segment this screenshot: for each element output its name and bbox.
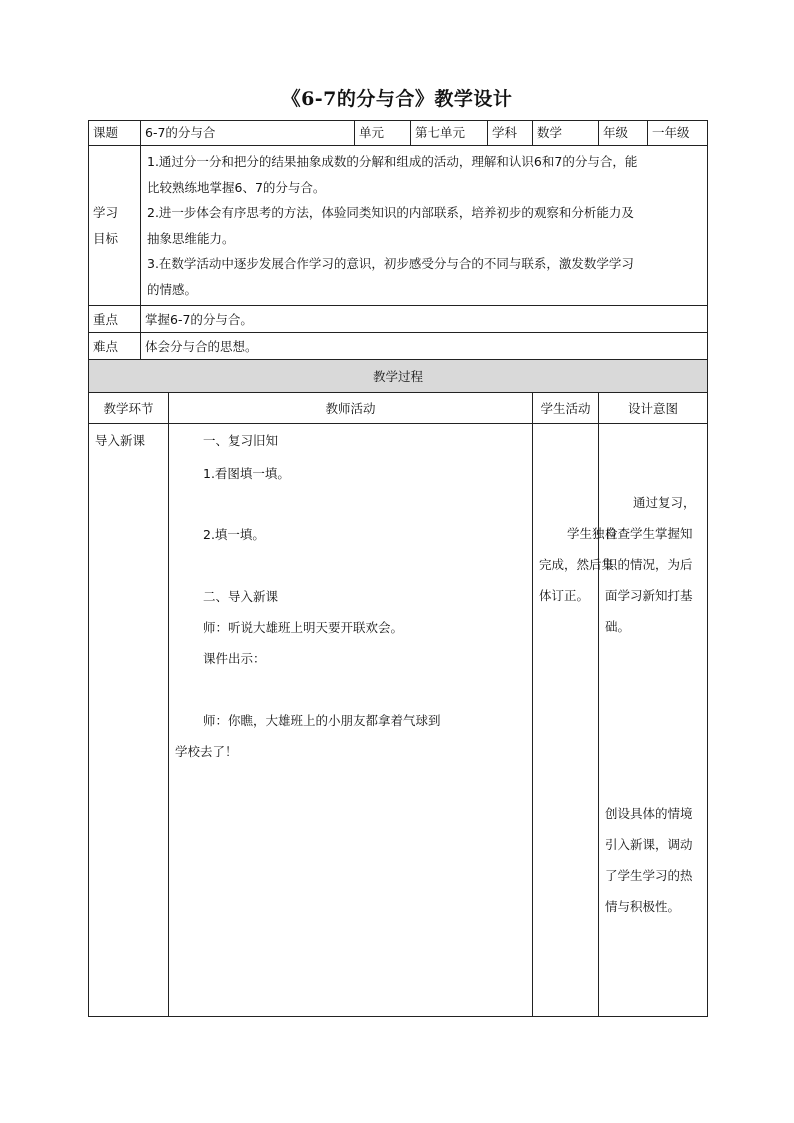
- difficulty-row: [89, 333, 708, 360]
- header-row: [89, 121, 708, 146]
- student-line: 学生独自: [567, 526, 618, 541]
- process-heading: 教学过程: [89, 360, 708, 393]
- intent-line: 识的情况，为后: [605, 557, 693, 572]
- topic-value: 6-7的分与合: [141, 121, 355, 146]
- goal-line: 1.通过分一分和把分的结果抽象成数的分解和组成的活动，理解和认识6和7的分与合，能: [147, 154, 638, 169]
- grade-label: 年级: [599, 121, 648, 146]
- student-cell: [533, 424, 618, 1017]
- lesson-plan-table: [88, 120, 708, 1017]
- stage-label: 导入新课: [95, 433, 146, 448]
- teacher-line: 2.填一填。: [203, 527, 265, 542]
- goals-label: [89, 146, 141, 306]
- teacher-line: 学校去了！: [175, 744, 238, 759]
- goals-row: [89, 146, 708, 306]
- student-line: 体订正。: [539, 588, 590, 603]
- intent-line: 了学生学习的热: [605, 868, 693, 883]
- unit-label: 单元: [355, 121, 411, 146]
- subject-label: 学科: [488, 121, 533, 146]
- process-heading-row: [89, 360, 708, 393]
- key-point-label: 重点: [89, 306, 141, 333]
- teacher-line: 师：听说大雄班上明天要开联欢会。: [203, 620, 404, 635]
- teacher-line: 师：你瞧，大雄班上的小朋友都拿着气球到: [203, 713, 441, 728]
- intent-cell: [599, 424, 708, 1017]
- difficulty-label: 难点: [89, 333, 141, 360]
- key-point-row: [89, 306, 708, 333]
- student-activities: [533, 424, 618, 1016]
- intent-line: 面学习新知打基: [605, 588, 693, 603]
- teacher-cell: [169, 424, 533, 1017]
- goal-line: 3.在数学活动中逐步发展合作学习的意识，初步感受分与合的不同与联系，激发数学学习: [147, 256, 634, 271]
- goals-label-line1: 学习: [93, 204, 119, 220]
- goal-line: 2.进一步体会有序思考的方法，体验同类知识的内部联系，培养初步的观察和分析能力及: [147, 205, 634, 220]
- intent-line: 创设具体的情境: [605, 806, 693, 821]
- goal-line: 的情感。: [147, 281, 198, 297]
- document-title: 《6-7的分与合》教学设计: [281, 88, 513, 110]
- stage-cell: [89, 424, 169, 1017]
- column-intent: 设计意图: [599, 393, 708, 424]
- student-line: 完成，然后集: [539, 557, 615, 572]
- process-body-row: [89, 424, 708, 1017]
- goals-content: [141, 146, 708, 306]
- teacher-line: 课件出示：: [203, 651, 266, 666]
- teacher-line: 1.看图填一填。: [203, 466, 290, 481]
- unit-value: 第七单元: [411, 121, 488, 146]
- column-stage: 教学环节: [89, 393, 169, 424]
- topic-label: 课题: [89, 121, 141, 146]
- difficulty-value: 体会分与合的思想。: [141, 333, 708, 360]
- column-student: 学生活动: [533, 393, 599, 424]
- subject-value: 数学: [533, 121, 599, 146]
- design-intent: [599, 424, 707, 1016]
- intent-line: 检查学生掌握知: [605, 526, 693, 541]
- intent-line: 础。: [605, 619, 631, 634]
- teacher-activities: [169, 424, 532, 1016]
- goal-line: 比较熟练地掌握6、7的分与合。: [147, 179, 326, 195]
- intent-line: 通过复习，: [633, 495, 696, 510]
- process-columns-row: [89, 393, 708, 424]
- goal-line: 抽象思维能力。: [147, 230, 235, 246]
- goals-label-line2: 目标: [93, 230, 119, 246]
- intent-line: 引入新课，调动: [605, 837, 693, 852]
- column-teacher: 教师活动: [169, 393, 533, 424]
- intent-line: 情与积极性。: [605, 899, 681, 914]
- key-point-value: 掌握6-7的分与合。: [141, 306, 708, 333]
- grade-value: 一年级: [648, 121, 708, 146]
- teacher-line: 二、导入新课: [203, 589, 279, 604]
- teacher-line: 一、复习旧知: [203, 433, 279, 448]
